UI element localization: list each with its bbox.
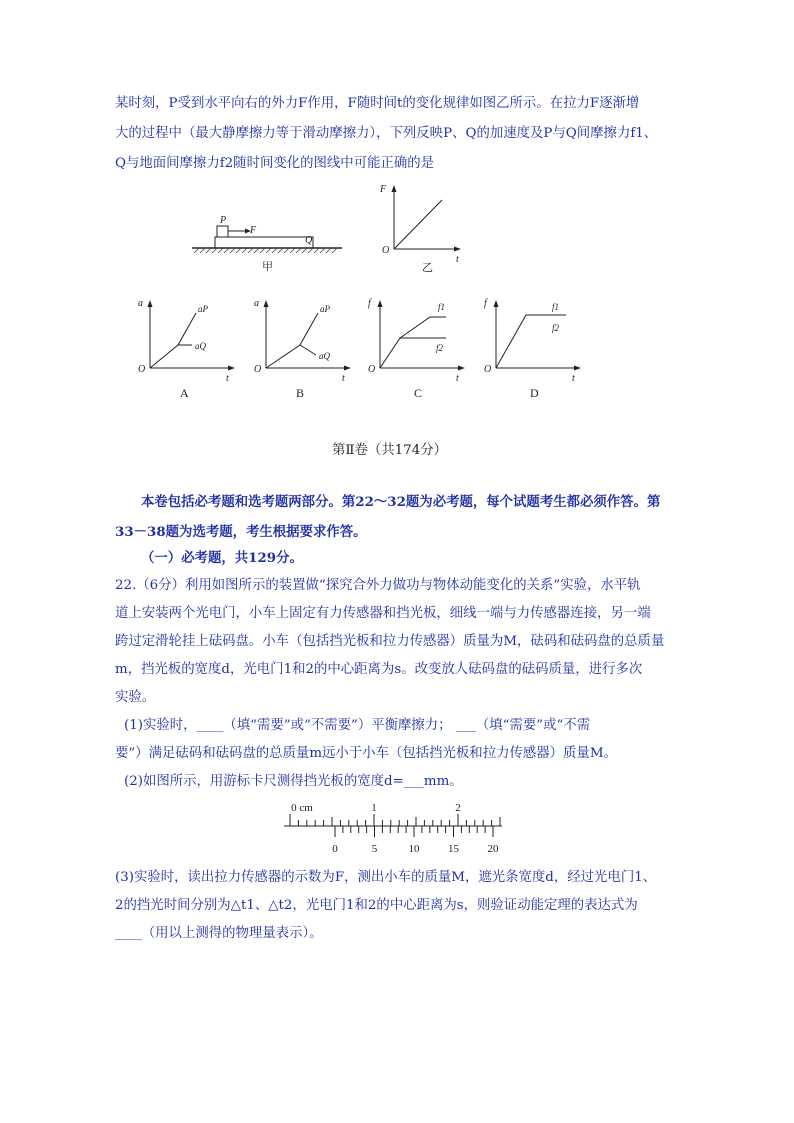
axis-y-label: F [380, 184, 387, 195]
axis-x-label: t [456, 373, 459, 384]
q22-line-3: 跨过定滑轮挂上砝码盘。小车（包括挡光板和拉力传感器）质量为M，砝码和砝码盘的总质量 [115, 634, 665, 649]
axis-x-label: t [572, 373, 575, 384]
section-note-2: 33－38题为选考题，考生根据要求作答。 [115, 524, 367, 540]
axis-x-label: t [342, 373, 345, 384]
vernier-scale-label: 20 [487, 843, 499, 855]
axis-y-label: f [484, 298, 487, 309]
intro-line-1: 某时刻，P受到水平向右的外力F作用，F随时间t的变化规律如图乙所示。在拉力F逐渐增 [115, 96, 640, 111]
q22-part1-a: (1)实验时，____（填“需要”或“不需要”）平衡摩擦力； ___（填“需要”或“不需 [124, 718, 591, 733]
q22-line-1: 22.（6分）利用如图所示的装置做“探究合外力做功与物体动能变化的关系”实验，水平轨 [115, 578, 641, 593]
q22-part1-b: 要”）满足砝码和砝码盘的总质量m远小于小车（包括挡光板和拉力传感器）质量M。 [115, 746, 617, 761]
label-q: Q [305, 235, 313, 246]
label-f: F [250, 225, 257, 236]
figure-yi [376, 182, 476, 274]
section-note-1: 本卷包括必考题和选考题两部分。第22～32题为必考题，每个试题考生都必须作答。第 [141, 494, 661, 510]
curve-lower-label: aQ [195, 341, 206, 351]
vernier-scale-label: 5 [371, 843, 378, 855]
axis-x-label: t [456, 254, 459, 265]
caption-yi: 乙 [422, 262, 433, 274]
axis-y-label: a [138, 298, 143, 309]
origin-label: O [368, 364, 376, 375]
figure-c [364, 293, 474, 403]
figure-a [134, 293, 244, 403]
caption-d: D [530, 386, 539, 400]
main-scale-label: 2 [455, 802, 461, 814]
curve-lower-label: f2 [552, 323, 560, 333]
caption-c: C [414, 386, 423, 400]
curve-lower-label: aQ [319, 351, 330, 361]
origin-label: O [382, 245, 390, 256]
vernier-scale-label: 0 [332, 843, 338, 855]
vernier-scale-label: 10 [408, 843, 420, 855]
caption-jia: 甲 [262, 261, 273, 273]
main-scale-label: 1 [371, 802, 377, 814]
intro-line-2: 大的过程中（最大静摩擦力等于滑动摩擦力），下列反映P、Q的加速度及P与Q间摩擦力f1、 [115, 126, 658, 141]
origin-label: O [254, 364, 262, 375]
origin-label: O [484, 364, 492, 375]
vernier-caliper [280, 800, 510, 860]
figure-d [480, 293, 590, 403]
q22-part3-a: (3)实验时，读出拉力传感器的示数为F，测出小车的质量M，遮光条宽度d，经过光电门1、 [115, 870, 657, 885]
axis-x-label: t [226, 373, 229, 384]
section-title: 第Ⅱ卷（共174分） [332, 443, 448, 458]
q22-line-2: 道上安装两个光电门，小车上固定有力传感器和挡光板，细线一端与力传感器连接，另一端 [115, 606, 651, 621]
curve-upper-label: aP [320, 304, 330, 314]
q22-line-4: m，挡光板的宽度d，光电门1和2的中心距离为s。改变放人砝码盘的砝码质量，进行多次 [115, 662, 643, 677]
curve-upper-label: f1 [438, 302, 446, 312]
curve-upper-label: aP [198, 304, 208, 314]
caption-a: A [180, 386, 189, 400]
origin-label: O [138, 364, 146, 375]
main-scale-label: 0 cm [291, 802, 313, 814]
q22-part3-c: ____（用以上测得的物理量表示）。 [115, 926, 323, 941]
q22-part3-b: 2的挡光时间分别为△t1、△t2，光电门1和2的中心距离为s，则验证动能定理的表达式为 [115, 898, 638, 913]
figure-jia [190, 212, 350, 272]
curve-upper-label: f1 [552, 302, 560, 312]
q22-part2: (2)如图所示，用游标卡尺测得挡光板的宽度d=___mm。 [124, 774, 463, 789]
intro-line-3: Q与地面间摩擦力f2随时间变化的图线中可能正确的是 [115, 156, 435, 171]
label-p: P [220, 215, 227, 226]
axis-y-label: f [368, 298, 371, 309]
required-heading: （一）必考题，共129分。 [141, 550, 303, 566]
q22-line-5: 实验。 [115, 690, 156, 705]
figure-b [250, 293, 360, 403]
axis-y-label: a [254, 298, 259, 309]
curve-lower-label: f2 [436, 343, 444, 353]
caption-b: B [296, 386, 305, 400]
vernier-scale-label: 15 [448, 843, 459, 855]
